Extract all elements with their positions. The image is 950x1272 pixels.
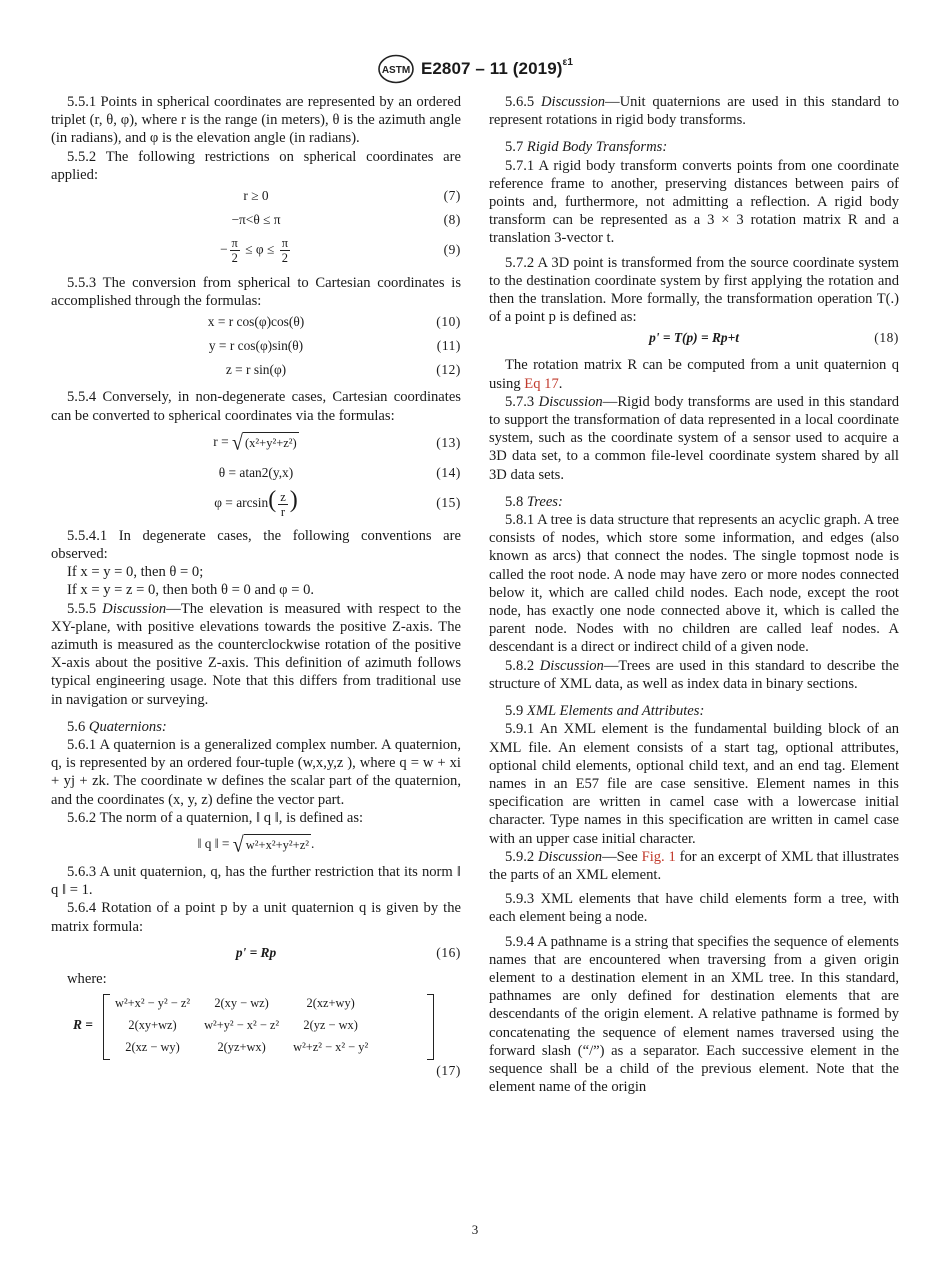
svg-text:ASTM: ASTM	[381, 65, 411, 76]
para-rotation: The rotation matrix R can be computed from a unit quaternion q using Eq 17.	[489, 357, 899, 392]
where-label: where:	[67, 970, 107, 987]
eq-17-link[interactable]: Eq 17	[524, 375, 559, 392]
para-5-5-4-1: 5.5.4.1 In degenerate cases, the following conventions are observed:	[51, 527, 461, 563]
para-5-6-1: 5.6.1 A quaternion is a generalized complex number. A quaternion, q, is represented by an ordered four-tuple (w,x,y,z ), where q = w + xi + yj + zk. The coordinate w defines the scalar part of the quaternion, and the coordinates (x, y, z) define the vector part.	[51, 737, 461, 808]
para-5-9-4: 5.9.4 A pathname is a string that specifies the sequence of elements names that are encountered when traversing from a given origin element to a destination element in an XML tree. In this standard, pathnames are only defined for destination elements that are descendants of the origin element. A relative pathname is formed by concatenating the sequence of element names traversed using the forward slash (“/”) as a separator. Each successive element in the sequence shall be a child of the previous element. Note that the element name of the origin	[489, 933, 899, 1096]
para-5-5-4: 5.5.4 Conversely, in non-degenerate cases, Cartesian coordinates can be converted to spherical coordinates via the formulas:	[51, 389, 461, 424]
heading-5-6: 5.6 Quaternions:	[67, 718, 167, 735]
para-5-9-1: 5.9.1 An XML element is the fundamental building block of an XML file. An element consists of a start tag, optional attributes, optional child elements, optional child text, and an end tag. Element names in an E57 file are case sensitive. Element names in this specification are written in camel case with a lowercase initial character. Type names in this specification are written in camel case with an upper case initial character.	[489, 721, 899, 847]
equation-16: p' = Rp (16)	[235, 944, 461, 960]
para-5-7-3: 5.7.3 Discussion—Rigid body transforms are used in this standard to support the transformation of data represented in a local coordinate system, such as the coordinate system of a sensor used to acquire a 3D data set, to a common file-level coordinate system shared by all 3D data sets.	[489, 393, 899, 483]
equation-14: θ = atan2(y,x) (14)	[218, 464, 461, 480]
equation-7: r ≥ 0 (7)	[243, 187, 461, 203]
para-5-7-2: 5.7.2 A 3D point is transformed from the source coordinate system to the destination coordinate system by first applying the rotation and then the translation. More formally, the transformation operation T(.) of a point p is defined as:	[489, 254, 899, 326]
para-5-6-5: 5.6.5 Discussion—Unit quaternions are used in this standard to represent rotations in rigid body transforms.	[489, 94, 899, 129]
heading-5-8: 5.8 Trees:	[505, 493, 563, 510]
para-5-7-1: 5.7.1 A rigid body transform converts points from one coordinate reference frame to another, preserving distances between pairs of points and, furthermore, not admitting a reflection. A rigid body transform can be represented as a 3 × 3 rotation matrix R and a translation 3-vector t.	[489, 157, 899, 247]
condition-1: If x = y = 0, then θ = 0;	[67, 564, 204, 581]
astm-logo-icon	[377, 54, 415, 84]
right-column	[489, 93, 899, 1096]
equation-11: y = r cos(φ)sin(θ) (11)	[208, 338, 461, 354]
heading-5-9: 5.9 XML Elements and Attributes:	[505, 703, 705, 720]
para-5-9-2: 5.9.2 Discussion—See Fig. 1 for an excerpt of XML that illustrates the parts of an XML element.	[489, 848, 899, 883]
equation-18: p' = T(p) = Rp+t (18)	[649, 330, 899, 346]
para-5-6-4: 5.6.4 Rotation of a point p by a unit quaternion q is given by the matrix formula:	[51, 900, 461, 935]
condition-2: If x = y = z = 0, then both θ = 0 and φ = 0.	[67, 582, 315, 599]
para-5-8-1: 5.8.1 A tree is data structure that represents an acyclic graph. A tree consists of nodes, which store some information, and edges (also known as arcs) that connect the nodes. The single topmost node is called the root node. A node may have zero or more nodes connected below it, which are called child nodes. Each node, except the root node, has exactly one node connected above it, which is called the parent node. Nodes with no children are called leaf nodes. A descendant is a direct or indirect child of a given node.	[489, 512, 899, 656]
para-5-6-2: 5.6.2 The norm of a quaternion, ‖ q ‖, is defined as:	[67, 809, 364, 826]
para-5-6-3: 5.6.3 A unit quaternion, q, has the further restriction that its norm ‖ q ‖ = 1.	[51, 864, 461, 899]
standard-designation: E2807 – 11 $(2019)^{\varepsilon 1}$	[420, 57, 574, 78]
equation-norm: ‖ q ‖ = √ w²+x²+y²+z² .	[197, 832, 315, 858]
rotation-matrix: R = w²+x² − y² − z² 2(xy − wz) 2(xz+wy) 2(xy+wz) w²+y² − x² − z² 2(yz − wx) 2(xz − wy) 2(yz+wx) w²+z² − x² − y²	[51, 990, 461, 1064]
equation-17-number: (17)	[436, 1063, 461, 1079]
equation-15: φ = arcsin( $\frac{z}{r}$ ) (15)	[214, 487, 461, 519]
para-5-8-2: 5.8.2 Discussion—Trees are used in this standard to describe the structure of XML data, as well as index data in binary sections.	[489, 657, 899, 692]
para-5-5-2: 5.5.2 The following restrictions on spherical coordinates are applied:	[51, 148, 461, 183]
equation-9: − $\frac{\pi}{2}$ ≤ φ ≤ $\frac{\pi}{2}$ (9)	[219, 235, 461, 265]
page-number: 3	[471, 1222, 479, 1237]
equation-10: x = r cos(φ)cos(θ) (10)	[207, 314, 461, 330]
left-column	[51, 93, 461, 1080]
fig-1-link[interactable]: Fig. 1	[641, 848, 676, 865]
equation-13: r = √ (x²+y²+z²) (13)	[213, 430, 461, 455]
para-5-5-1: 5.5.1 Points in spherical coordinates are represented by an ordered triplet (r, θ, φ), where r is the range (in meters), θ is the azimuth angle (in radians), and φ is the elevation angle (in radians).	[51, 94, 461, 147]
para-5-5-5: 5.5.5 Discussion—The elevation is measured with respect to the XY-plane, with positive elevations towards the positive Z-axis. The azimuth is measured as the counterclockwise rotation of the positive X-axis about the positive Z-axis. This definition of azimuth follows typical engineering usage. Note that this differs from traditional use in navigation or surveying.	[51, 600, 461, 708]
para-5-5-3: 5.5.3 The conversion from spherical to Cartesian coordinates is accomplished through the formulas:	[51, 275, 461, 310]
para-5-9-3: 5.9.3 XML elements that have child elements form a tree, with each element being a node.	[489, 891, 899, 926]
equation-12: z = r sin(φ) (12)	[225, 362, 461, 378]
heading-5-7: 5.7 Rigid Body Transforms:	[505, 139, 668, 156]
equation-8: −π<θ ≤ π (8)	[231, 211, 461, 227]
page-header	[0, 54, 950, 84]
